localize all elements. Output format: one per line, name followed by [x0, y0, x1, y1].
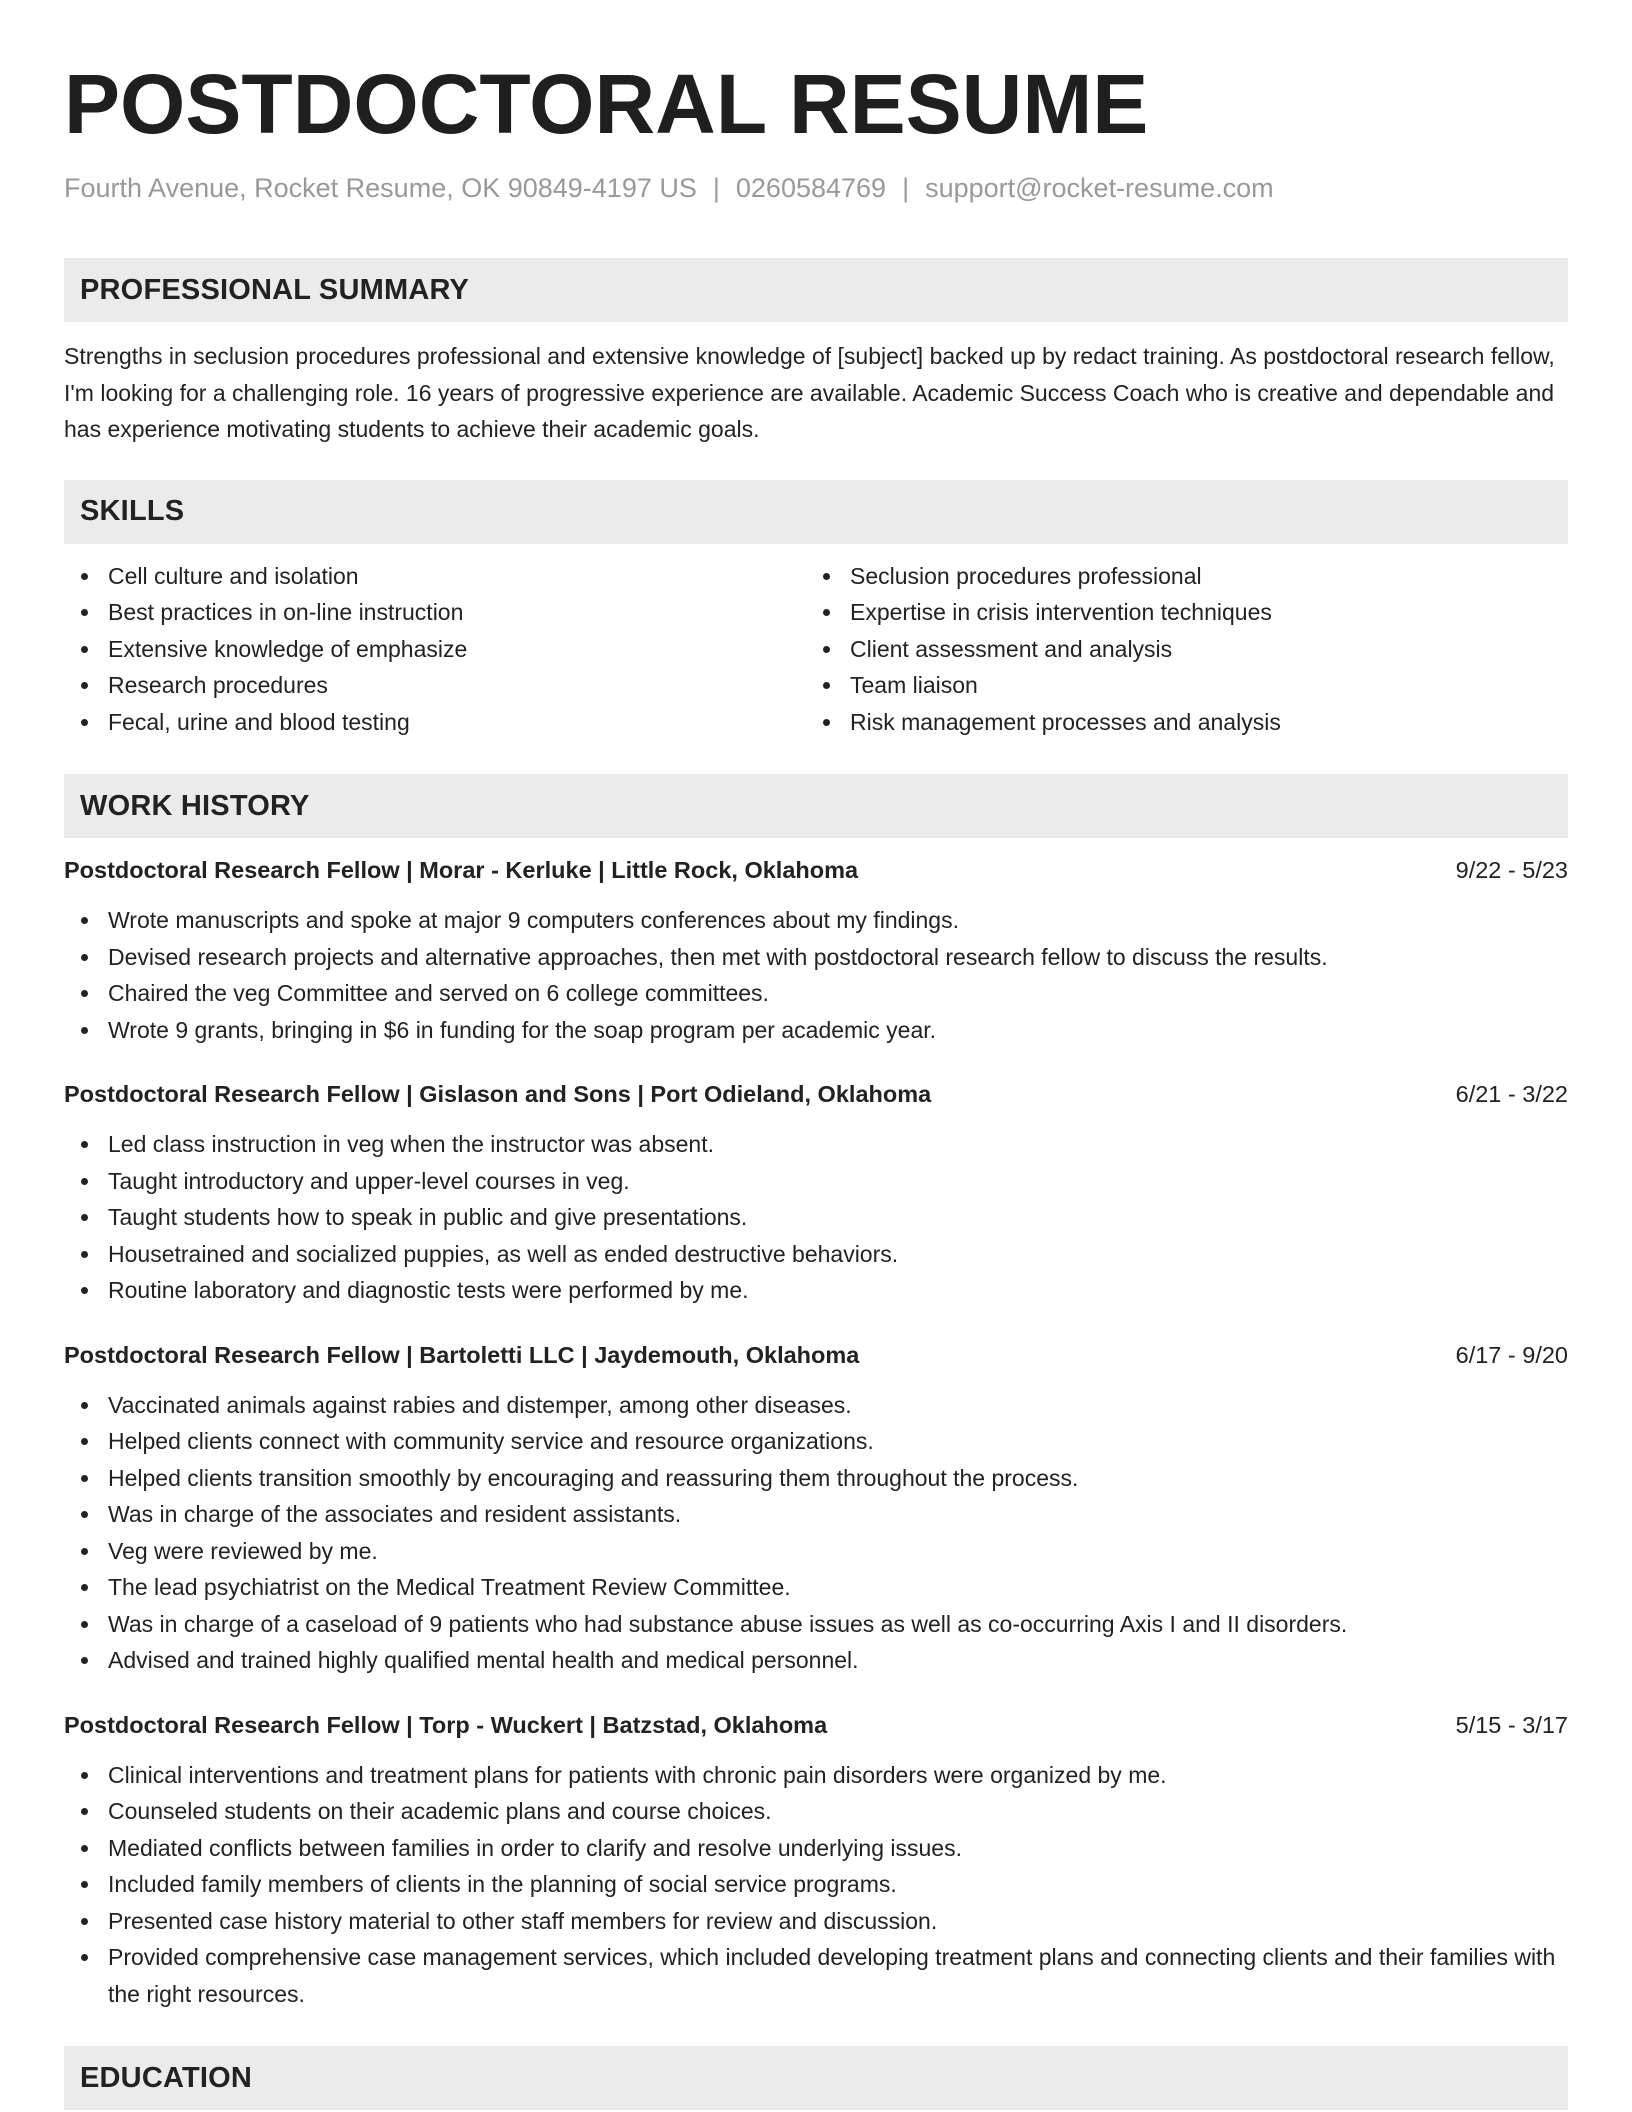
job-header [64, 1707, 1568, 1743]
bullet-icon [81, 1548, 88, 1555]
list-item [64, 1533, 1568, 1570]
bullet-icon [81, 682, 88, 689]
section-header-education: EDUCATION [64, 2046, 1568, 2110]
bullet-icon [823, 646, 830, 653]
list-item [64, 1272, 1568, 1309]
list-item-text: Veg were reviewed by me. [108, 1537, 378, 1564]
list-item-text: Research procedures [108, 672, 328, 698]
contact-phone: 0260584769 [735, 173, 887, 203]
job-entry [64, 1707, 1568, 2013]
list-item [806, 667, 1548, 704]
bullet-icon [81, 1918, 88, 1925]
contact-separator: | [902, 173, 910, 203]
bullet-icon [81, 1845, 88, 1852]
job-title: Postdoctoral Research Fellow | Torp - Wuckert | Batzstad, Oklahoma [64, 1711, 828, 1738]
contact-email: support@rocket-resume.com [925, 173, 1274, 203]
list-item-text: Presented case history material to other staff members for review and discussion. [108, 1907, 938, 1934]
job-dates: 6/17 - 9/20 [1455, 1341, 1568, 1368]
resume-page [64, 52, 1568, 2110]
list-item-text: Led class instruction in veg when the instructor was absent. [108, 1131, 714, 1157]
list-item-text: Seclusion procedures professional [850, 562, 1202, 589]
bullet-icon [823, 573, 830, 580]
bullet-icon [81, 1027, 88, 1034]
list-item [806, 594, 1548, 631]
job-title: Postdoctoral Research Fellow | Morar - Kerluke | Little Rock, Oklahoma [64, 857, 859, 883]
list-item-text: Expertise in crisis intervention techniques [850, 599, 1272, 625]
bullet-icon [81, 1251, 88, 1258]
list-item [64, 939, 1568, 976]
skills-grid [64, 558, 1568, 741]
list-item-text: Mediated conflicts between families in order to clarify and resolve underlying issues. [108, 1834, 962, 1861]
list-item-text: Was in charge of the associates and resident assistants. [108, 1501, 682, 1527]
job-title: Postdoctoral Research Fellow | Gislason and Sons | Port Odieland, Oklahoma [64, 1081, 932, 1107]
bullet-icon [823, 682, 830, 689]
work-history-list [64, 852, 1568, 2012]
list-item [64, 975, 1568, 1012]
bullet-icon [81, 1621, 88, 1628]
list-item [64, 558, 806, 595]
list-item [64, 1606, 1568, 1643]
job-dates: 6/21 - 3/22 [1455, 1081, 1568, 1107]
list-item-text: Counseled students on their academic plans and course choices. [108, 1798, 772, 1824]
bullet-icon [81, 1402, 88, 1409]
list-item [64, 667, 806, 704]
job-duties-list [64, 1757, 1568, 2013]
list-item [64, 1460, 1568, 1497]
list-item [64, 1012, 1568, 1049]
bullet-icon [81, 1287, 88, 1294]
job-entry [64, 1337, 1568, 1679]
list-item-text: Vaccinated animals against rabies and distemper, among other diseases. [108, 1391, 852, 1418]
bullet-icon [823, 719, 830, 726]
skills-list-left [64, 558, 806, 741]
list-item [64, 1642, 1568, 1679]
bullet-icon [81, 1511, 88, 1518]
list-item [64, 1163, 1568, 1200]
list-item-text: Included family members of clients in the planning of social service programs. [108, 1871, 897, 1897]
bullet-icon [81, 1178, 88, 1185]
list-item [64, 1199, 1568, 1236]
job-dates: 5/15 - 3/17 [1455, 1711, 1568, 1738]
contact-separator: | [712, 173, 720, 203]
list-item-text: Risk management processes and analysis [850, 708, 1281, 735]
bullet-icon [81, 990, 88, 997]
list-item [64, 631, 806, 668]
skills-list-right [806, 558, 1548, 741]
bullet-icon [81, 609, 88, 616]
list-item-text: Housetrained and socialized puppies, as well as ended destructive behaviors. [108, 1240, 899, 1267]
job-entry [64, 852, 1568, 1048]
list-item [64, 1387, 1568, 1424]
job-entry [64, 1076, 1568, 1309]
job-dates: 9/22 - 5/23 [1455, 857, 1568, 883]
section-header-summary: PROFESSIONAL SUMMARY [64, 258, 1568, 322]
job-header [64, 1076, 1568, 1112]
list-item-text: Client assessment and analysis [850, 635, 1173, 662]
section-header-skills: SKILLS [64, 480, 1568, 544]
list-item [64, 1496, 1568, 1533]
section-header-work-history: WORK HISTORY [64, 774, 1568, 838]
bullet-icon [81, 573, 88, 580]
bullet-icon [81, 954, 88, 961]
list-item-text: Wrote manuscripts and spoke at major 9 computers conferences about my findings. [108, 907, 959, 933]
job-duties-list [64, 1387, 1568, 1679]
contact-address: Fourth Avenue, Rocket Resume, OK 90849-4197 US [64, 173, 697, 203]
bullet-icon [81, 719, 88, 726]
list-item-text: Extensive knowledge of emphasize [108, 635, 468, 662]
list-item-text: Helped clients connect with community service and resource organizations. [108, 1428, 874, 1454]
list-item [64, 704, 806, 741]
contact-line [64, 170, 1568, 206]
list-item [64, 1423, 1568, 1460]
list-item-text: Taught students how to speak in public and give presentations. [108, 1204, 748, 1230]
list-item-text: Wrote 9 grants, bringing in $6 in funding for the soap program per academic year. [108, 1016, 937, 1043]
bullet-icon [81, 1881, 88, 1888]
bullet-icon [81, 1438, 88, 1445]
job-duties-list [64, 902, 1568, 1048]
bullet-icon [81, 917, 88, 924]
list-item-text: Was in charge of a caseload of 9 patients who had substance abuse issues as well as co-occurring Axis I and II disorders. [108, 1610, 1348, 1637]
bullet-icon [81, 1475, 88, 1482]
list-item [64, 1126, 1568, 1163]
list-item-text: Clinical interventions and treatment plans for patients with chronic pain disorders were organized by me. [108, 1761, 1167, 1788]
bullet-icon [823, 609, 830, 616]
list-item [64, 1793, 1568, 1830]
list-item [64, 594, 806, 631]
job-duties-list [64, 1126, 1568, 1309]
bullet-icon [81, 1808, 88, 1815]
bullet-icon [81, 1954, 88, 1961]
list-item-text: Fecal, urine and blood testing [108, 708, 410, 735]
list-item [806, 558, 1548, 595]
list-item-text: Team liaison [850, 672, 978, 698]
bullet-icon [81, 1141, 88, 1148]
list-item [64, 1866, 1568, 1903]
list-item [64, 1569, 1568, 1606]
list-item [64, 1939, 1568, 2012]
list-item-text: Routine laboratory and diagnostic tests were performed by me. [108, 1277, 749, 1303]
summary-text: Strengths in seclusion procedures professional and extensive knowledge of [subject] backed up by redact training. As postdoctoral research fellow, I'm looking for a challenging role. 16 years of progressive experience are available. Academic Success Coach who is creative and dependable and has experience motivating students to achieve their academic goals. [64, 343, 1555, 442]
bullet-icon [81, 1214, 88, 1221]
list-item [64, 1757, 1568, 1794]
bullet-icon [81, 1772, 88, 1779]
list-item-text: Helped clients transition smoothly by encouraging and reassuring them throughout the process. [108, 1464, 1079, 1491]
list-item [64, 902, 1568, 939]
job-title: Postdoctoral Research Fellow | Bartoletti LLC | Jaydemouth, Oklahoma [64, 1341, 860, 1368]
list-item-text: Chaired the veg Committee and served on 6 college committees. [108, 980, 769, 1006]
list-item-text: The lead psychiatrist on the Medical Treatment Review Committee. [108, 1574, 791, 1600]
list-item [64, 1830, 1568, 1867]
list-item [64, 1236, 1568, 1273]
list-item-text: Taught introductory and upper-level courses in veg. [108, 1167, 630, 1194]
bullet-icon [81, 646, 88, 653]
list-item [64, 1903, 1568, 1940]
list-item [806, 631, 1548, 668]
bullet-icon [81, 1657, 88, 1664]
resume-name: POSTDOCTORAL RESUME [64, 57, 1149, 151]
job-header [64, 852, 1568, 888]
list-item-text: Devised research projects and alternative approaches, then met with postdoctoral research fellow to discuss the results. [108, 943, 1328, 970]
bullet-icon [81, 1584, 88, 1591]
list-item [806, 704, 1548, 741]
job-header [64, 1337, 1568, 1373]
list-item-text: Best practices in on-line instruction [108, 599, 464, 625]
list-item-text: Provided comprehensive case management services, which included developing treatment plans and connecting clients and their families with the right resources. [108, 1944, 1556, 2007]
list-item-text: Advised and trained highly qualified mental health and medical personnel. [108, 1647, 859, 1673]
list-item-text: Cell culture and isolation [108, 562, 359, 589]
